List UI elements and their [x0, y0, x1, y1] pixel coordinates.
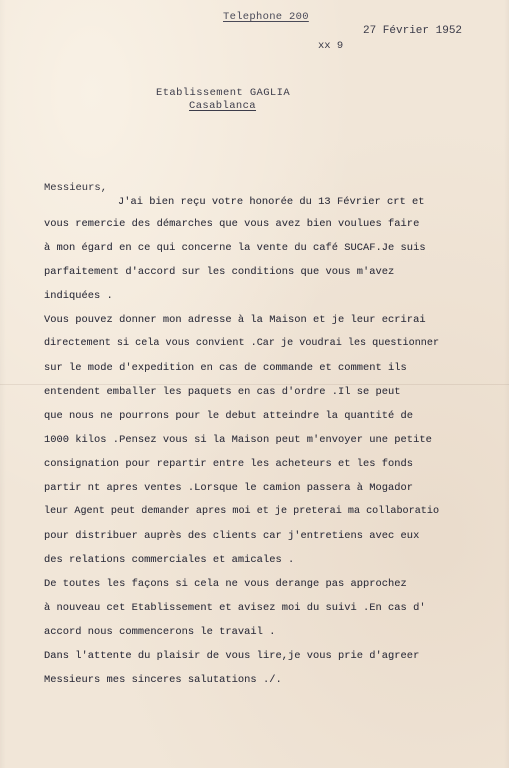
recipient-name: Etablissement GAGLIA — [156, 87, 291, 99]
letter-line: Dans l'attente du plaisir de vous lire,je vous prie d'agreer — [44, 650, 420, 662]
letter-date: 27 Février 1952 — [363, 25, 463, 37]
reference-number: xx 9 — [318, 40, 344, 52]
telephone-header: Telephone 200 — [223, 11, 309, 23]
letter-line: à nouveau cet Etablissement et avisez moi du suivi .En cas d' — [44, 602, 426, 614]
letter-line: partir nt apres ventes .Lorsque le camion passera à Mogador — [44, 482, 414, 494]
letter-line: que nous ne pourrons pour le debut atteindre la quantité de — [44, 410, 414, 422]
letter-line: indiquées . — [44, 290, 113, 302]
letter-line: Messieurs mes sinceres salutations ./. — [44, 674, 282, 686]
letter-line: Vous pouvez donner mon adresse à la Maison et je leur ecrirai — [44, 314, 426, 326]
letter-line: des relations commerciales et amicales . — [44, 554, 295, 566]
letter-line: 1000 kilos .Pensez vous si la Maison peut m'envoyer une petite — [44, 434, 432, 446]
letter-line: entendent emballer les paquets en cas d'ordre .Il se peut — [44, 386, 401, 398]
letter-line: pour distribuer auprès des clients car j'entretiens avec eux — [44, 530, 420, 542]
letter-line: parfaitement d'accord sur les conditions que vous m'avez — [44, 266, 395, 278]
recipient-city: Casablanca — [189, 100, 257, 112]
letter-line: accord nous commencerons le travail . — [44, 626, 276, 638]
letter-line: J'ai bien reçu votre honorée du 13 Février crt et — [118, 196, 425, 208]
letter-line: vous remercie des démarches que vous avez bien voulues faire — [44, 218, 420, 230]
letter-line: De toutes les façons si cela ne vous derange pas approchez — [44, 578, 407, 590]
letter-line: leur Agent peut demander apres moi et je preterai ma collaboratio — [44, 506, 440, 517]
letter-line: consignation pour repartir entre les acheteurs et les fonds — [44, 458, 414, 470]
salutation: Messieurs, — [44, 182, 108, 194]
letter-line: sur le mode d'expedition en cas de commande et comment ils — [44, 362, 407, 374]
letter-line: directement si cela vous convient .Car je voudrai les questionner — [44, 338, 440, 349]
paper-fold — [0, 384, 509, 385]
letter-line: à mon égard en ce qui concerne la vente du café SUCAF.Je suis — [44, 242, 426, 254]
